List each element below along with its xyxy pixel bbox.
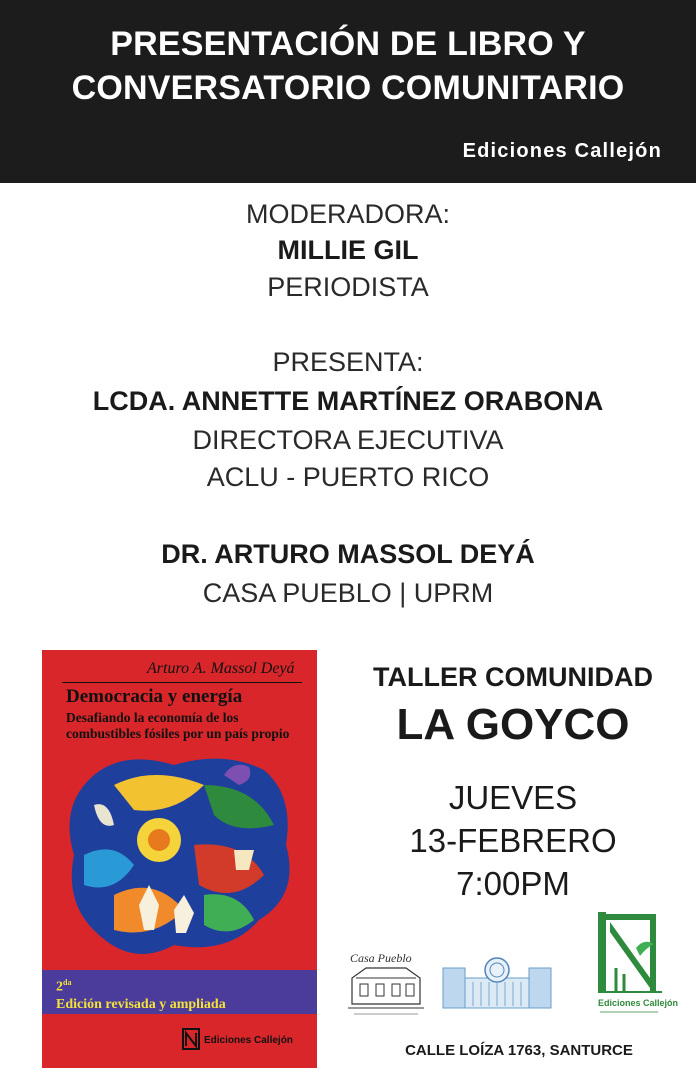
presenter-1-org: ACLU - PUERTO RICO [206,462,490,492]
event-title-line1: PRESENTACIÓN DE LIBRO Y [110,25,586,63]
moderator-label: MODERADORA: [245,199,451,229]
casa-pueblo-logo-text: Casa Pueblo [350,951,412,965]
goyco-school-logo [441,954,553,1012]
header-banner [0,0,696,183]
event-day: JUEVES [448,779,578,816]
presenters-label: PRESENTA: [272,347,424,377]
edition-suffix: da [63,978,72,987]
book-subtitle-line1: Desafiando la economía de los [66,710,239,725]
event-address: CALLE LOÍZA 1763, SANTURCE [405,1042,633,1059]
edition-note [56,974,306,1013]
venue-line1: TALLER COMUNIDAD [373,662,653,692]
cover-artwork [54,745,304,965]
presenter-1-role: DIRECTORA EJECUTIVA [192,425,504,455]
presenter-2-affiliation: CASA PUEBLO | UPRM [202,578,494,608]
ediciones-callejon-logo-text: Ediciones Callejón [598,998,679,1008]
publisher-logo-icon [182,1028,200,1050]
venue-line2: LA GOYCO [396,700,630,749]
book-subtitle-line2: combustibles fósiles por un país propio [66,726,290,741]
book-title: Democracia y energía [66,686,243,707]
presenter-2-name: DR. ARTURO MASSOL DEYÁ [161,539,535,569]
cover-divider [62,682,302,683]
book-author: Arturo A. Massol Deyá [147,660,295,677]
moderator-role: PERIODISTA [267,272,429,302]
publisher-name: Ediciones Callejón [462,140,662,162]
event-title [0,22,696,110]
edition-text: Edición revisada y ampliada [56,996,226,1012]
cover-publisher: Ediciones Callejón [204,1035,293,1046]
moderator-name: MILLIE GIL [277,235,419,265]
event-time: 7:00PM [456,865,570,902]
edition-number: 2 [56,979,63,995]
ediciones-callejon-logo [596,908,679,1022]
event-title-line2: CONVERSATORIO COMUNITARIO [71,69,625,107]
presenter-1-name: LCDA. ANNETTE MARTÍNEZ ORABONA [92,386,604,416]
book-subtitle [66,710,306,742]
casa-pueblo-logo [346,948,426,1020]
event-date: 13-FEBRERO [409,822,617,859]
book-cover [42,650,317,1068]
